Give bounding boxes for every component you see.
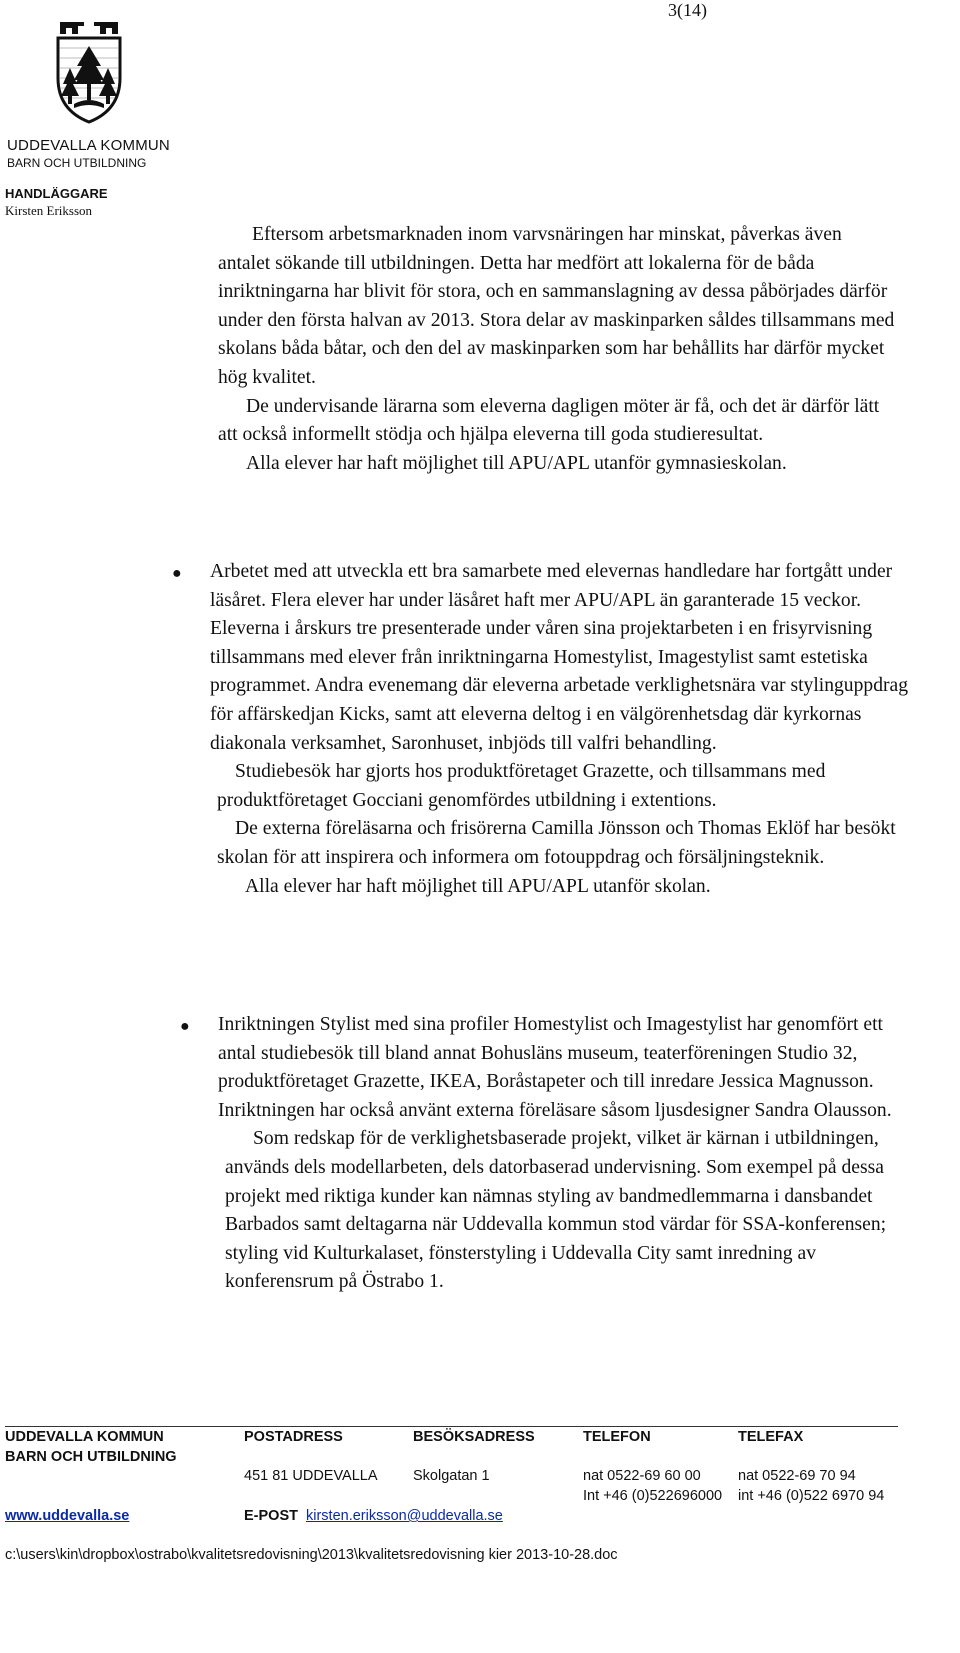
municipal-crest-logo [52, 18, 126, 124]
file-path: c:\users\kin\dropbox\ostrabo\kvalitetsredovisning\2013\kvalitetsredovisning kier 2013-10-28.doc [5, 1547, 618, 1563]
footer-org-name: UDDEVALLA KOMMUN [5, 1429, 164, 1445]
paragraph: Inriktningen Stylist med sina profiler Homestylist och Imagestylist har genomfört ett antal studiebesök till bland annat Bohusläns museum, teaterföreningen Studio 32, produktföretaget Grazette, IKEA, Boråstapeter och till inredare Jessica Magnusson. Inriktningen har också använt externa föreläsare såsom ljusdesigner Sandra Olausson. [218, 1014, 892, 1121]
telefax-int: int +46 (0)522 6970 94 [738, 1488, 885, 1504]
paragraph: Eftersom arbetsmarknaden inom varvsnäringen har minskat, påverkas även antalet sökande till utbildningen. Detta har medfört att lokalerna för de båda inriktningarna har blivit för stora, och en sammanslagning av dessa påbörjades därför under den första halvan av 2013. Stora delar av maskinparken såldes tillsammans med skolans båda båtar, och den del av maskinparken som har behållits har därför mycket hög kvalitet. [218, 224, 895, 388]
email-link[interactable]: kirsten.eriksson@uddevalla.se [306, 1508, 503, 1524]
telefax-label: TELEFAX [738, 1429, 804, 1445]
paragraph: Alla elever har haft möjlighet till APU/APL utanför skolan. [245, 875, 711, 897]
paragraph: Arbetet med att utveckla ett bra samarbete med elevernas handledare har fortgått under läsåret. Flera elever har under läsåret haft mer APU/APL än garanterade 15 veckor. Eleverna i årskurs tre presenterade under våren sina projektarbeten i en frisyrvisning tillsammans med elever från inriktningarna Homestylist, Imagestylist samt estetiska programmet. Andra evenemang där eleverna arbetade verklighetsnära var stylinguppdrag för affärskedjan Kicks, samt att eleverna deltog i en välgörenhetsdag där kyrkornas diakonala verksamhet, Saronhuset, inbjöds till valfri behandling. [210, 561, 909, 754]
section-frisor [210, 558, 910, 901]
bullet-icon: ● [180, 1018, 190, 1035]
footer-org-unit: BARN OCH UTBILDNING [5, 1449, 177, 1465]
section-stylist [218, 1011, 918, 1297]
paragraph: Som redskap för de verklighetsbaserade projekt, vilket är kärnan i utbildningen, används dels modellarbeten, dels datorbaserad undervisning. Som exempel på dessa projekt med riktiga kunder kan nämnas styling av bandmedlemmarna i dansbandet Barbados samt deltagarna när Uddevalla kommun stod värdar för SSA-konferensen; styling vid Kulturkalaset, fönsterstyling i Uddevalla City samt inredning av konferensrum på Östrabo 1. [225, 1128, 887, 1293]
website-link[interactable]: www.uddevalla.se [5, 1508, 130, 1524]
bullet-icon: ● [172, 565, 182, 582]
handler-name: Kirsten Eriksson [5, 203, 93, 218]
telefax-nat: nat 0522-69 70 94 [738, 1468, 856, 1484]
header-org-unit: BARN OCH UTBILDNING [7, 156, 147, 170]
handler-label: HANDLÄGGARE [5, 186, 108, 201]
paragraph: De undervisande lärarna som eleverna dagligen möter är få, och det är därför lätt att också informellt stödja och hjälpa eleverna till goda studieresultat. [218, 395, 880, 446]
footer-divider [5, 1426, 898, 1427]
telefon-label: TELEFON [583, 1429, 651, 1445]
postadress-value: 451 81 UDDEVALLA [244, 1468, 378, 1484]
besoksadress-value: Skolgatan 1 [413, 1468, 490, 1484]
paragraph: Studiebesök har gjorts hos produktföretaget Grazette, och tillsammans med produktföretaget Gocciani genomfördes utbildning i extentions. [217, 761, 826, 811]
section-varvsnaring [218, 221, 898, 478]
paragraph: Alla elever har haft möjlighet till APU/APL utanför gymnasieskolan. [246, 452, 787, 474]
epost-label: E-POST [244, 1508, 298, 1524]
paragraph: De externa föreläsarna och frisörerna Camilla Jönsson och Thomas Eklöf har besökt skolan för att inspirera och informera om fotouppdrag och försäljningsteknik. [217, 818, 896, 868]
telefon-nat: nat 0522-69 60 00 [583, 1468, 701, 1484]
telefon-int: Int +46 (0)522696000 [583, 1488, 723, 1504]
postadress-label: POSTADRESS [244, 1429, 343, 1445]
header-org-name: UDDEVALLA KOMMUN [7, 137, 170, 154]
besoksadress-label: BESÖKSADRESS [413, 1429, 535, 1445]
page-number: 3(14) [668, 0, 707, 20]
